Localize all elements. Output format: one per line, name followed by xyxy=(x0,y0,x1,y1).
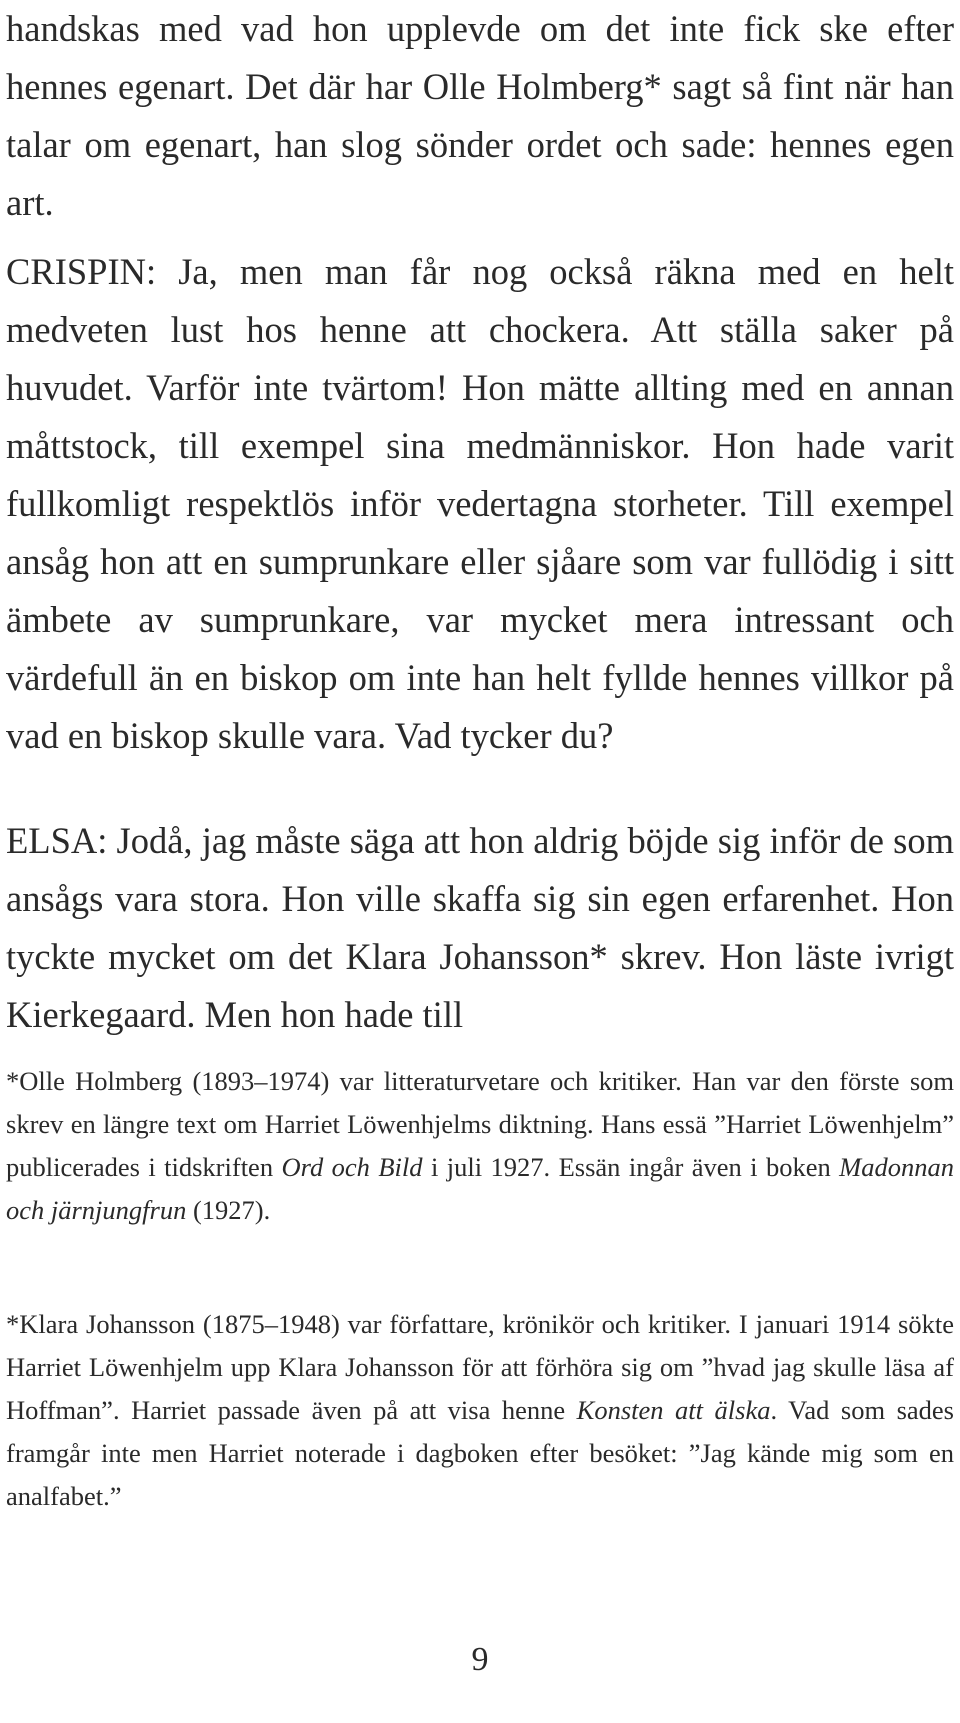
footnote-text: *Olle Holmberg (1893–1974) var litteraturvetare och kritiker. Han var den förste som skrev en längre text om Harriet Löwenhjelms diktning. Hans essä ”Harriet Löwenhjelm” publicerades i tidskriften xyxy=(6,1066,954,1182)
footnote-text: (1927). xyxy=(186,1195,271,1225)
footnote-holmberg xyxy=(6,1060,954,1232)
paragraph-crispin: CRISPIN: Ja, men man får nog också räkna med en helt medveten lust hos henne att chockera. Att ställa saker på huvudet. Varför inte tvärtom! Hon mätte allting med en annan måttstock, till exempel sina medmänniskor. Hon hade varit fullkomligt respektlös inför vedertagna storheter. Till exempel ansåg hon att en sumprunkare eller sjåare som var fullödig i sitt ämbete av sumprunkare, var mycket mera intressant och värdefull än en biskop om inte han helt fyllde hennes villkor på vad en biskop skulle vara. Vad tycker du? xyxy=(6,251,954,756)
footnote-johansson xyxy=(6,1303,954,1518)
page-number: 9 xyxy=(471,1641,489,1678)
paragraph-1: handskas med vad hon upplevde om det inte fick ske efter hennes egenart. Det där har Olle Holmberg* sagt så fint när han talar om egenart, han slog sönder ordet och sade: hennes egen art. xyxy=(6,8,954,223)
paragraph-elsa: ELSA: Jodå, jag måste säga att hon aldrig böjde sig inför de som ansågs vara stora. Hon ville skaffa sig sin egen erfarenhet. Hon tyckte mycket om det Klara Johansson* skrev. Hon läste ivrigt Kierkegaard. Men hon hade till xyxy=(6,820,954,1035)
book-title: Konsten att älska xyxy=(576,1395,771,1425)
footnote-text: *Klara Johansson (1875–1948) var författare, krönikör och kritiker. I januari 1914 sökte Harriet Löwenhjelm upp Klara Johansson för att förhöra sig om ”hvad jag skulle läsa af Hoffman”. Harriet passade även på att visa henne xyxy=(6,1309,954,1425)
book-title: Madonnan och järnjungfrun xyxy=(6,1152,954,1225)
footnote-text: . Vad som sades framgår inte men Harriet noterade i dagboken efter besöket: ”Jag kände mig som en analfabet.” xyxy=(6,1395,954,1511)
footnote-text: i juli 1927. Essän ingår även i boken xyxy=(422,1152,840,1182)
journal-title: Ord och Bild xyxy=(281,1152,423,1182)
